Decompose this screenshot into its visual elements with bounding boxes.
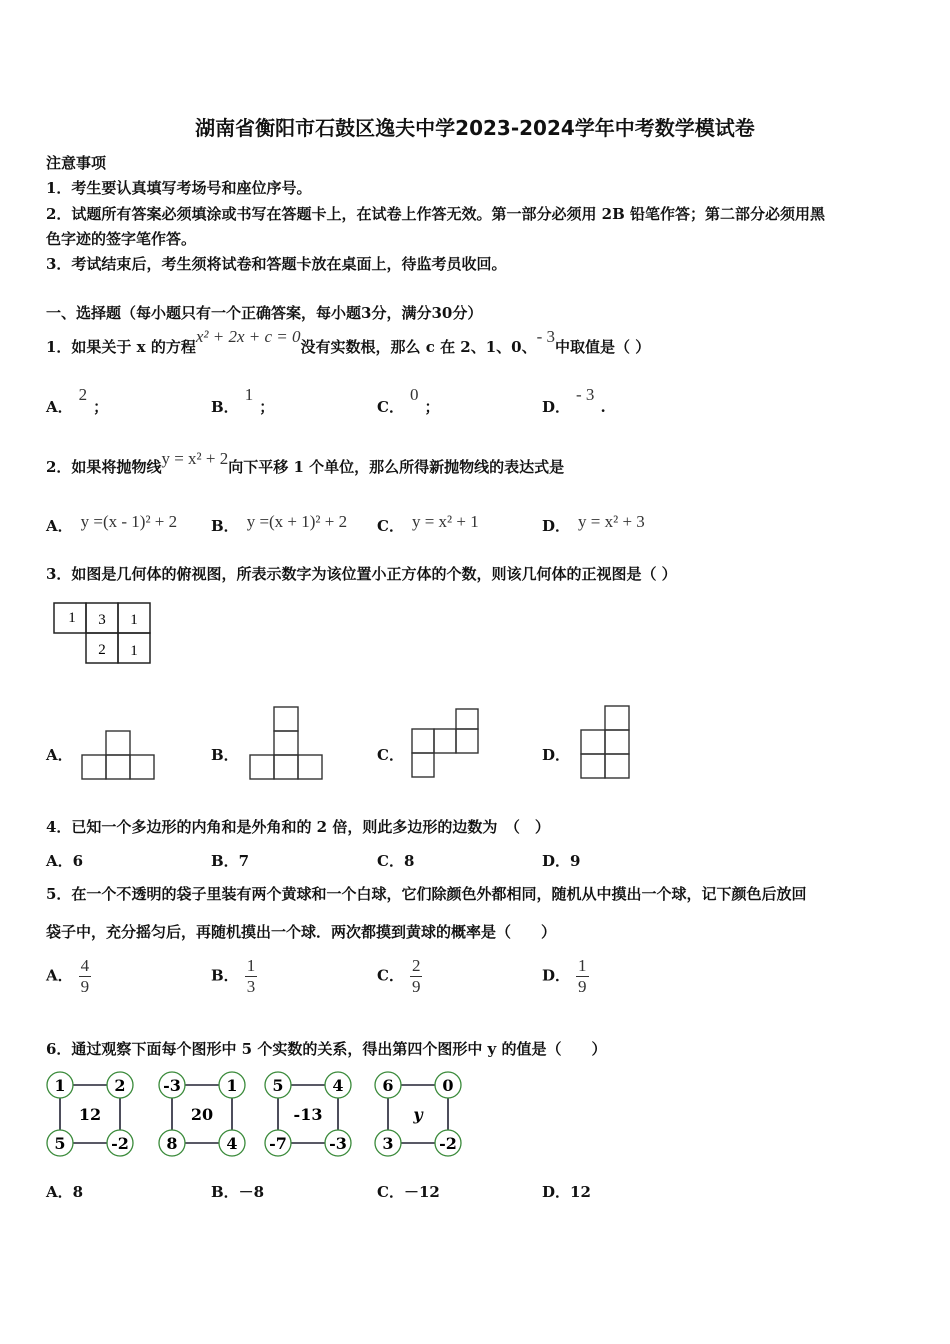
circle-value: 4	[226, 1134, 238, 1153]
circle-value: 1	[54, 1076, 66, 1095]
option-label: D．	[542, 966, 571, 985]
option-label: B．	[211, 966, 239, 985]
grid-value: 1	[130, 643, 138, 659]
circle-value: 4	[332, 1076, 344, 1095]
grid-value: 1	[130, 612, 138, 628]
q2-option	[542, 512, 645, 536]
option-value: 1	[244, 385, 254, 404]
fraction	[410, 956, 423, 997]
q5-option	[542, 956, 589, 997]
option-label: B．	[211, 398, 239, 416]
punct: ；	[424, 398, 440, 416]
circle-value: -3	[329, 1134, 347, 1153]
note-item: 3．考试结束后，考生须将试卷和答题卡放在桌面上，待监考员收回。	[46, 255, 507, 273]
option-a-label: A．	[46, 746, 73, 764]
equation: x² + 2x + c = 0	[195, 327, 301, 346]
option-label: C．	[377, 966, 404, 985]
option-a: A．8	[46, 1183, 84, 1201]
denominator: 9	[411, 977, 421, 996]
q-text: 向下平移 1 个单位，那么所得新抛物线的表达式是	[228, 458, 565, 476]
circle-value: 1	[226, 1076, 238, 1095]
denominator: 3	[246, 977, 256, 996]
circle-value: 2	[114, 1076, 126, 1095]
figure-3	[265, 1072, 351, 1156]
q2-option	[377, 512, 479, 536]
numerator: 1	[578, 956, 587, 975]
top-view-grid	[50, 600, 160, 670]
numerator: 1	[246, 956, 256, 975]
punct: ；	[259, 398, 275, 416]
equation: y = x² + 2	[161, 449, 229, 468]
question-5-line2: 袋子中，充分摇匀后，再随机摸出一个球．两次都摸到黄球的概率是（ ）	[46, 923, 557, 941]
notes-heading: 注意事项	[46, 154, 107, 172]
numerator: 4	[80, 956, 90, 975]
circle-value: 6	[382, 1076, 394, 1095]
q1-option	[46, 385, 109, 417]
option-label: B．	[211, 517, 239, 535]
option-b-figure	[250, 707, 322, 779]
option-label: D．	[542, 398, 571, 416]
option-value: 0	[409, 385, 419, 404]
option-d: D．9	[542, 852, 581, 870]
q1-option	[542, 385, 606, 417]
denominator: 9	[80, 977, 90, 996]
option-d: D．12	[542, 1183, 591, 1201]
figure-4	[375, 1072, 461, 1156]
question-1	[46, 327, 651, 357]
option-a: A．6	[46, 852, 84, 870]
option-value: y = x² + 1	[411, 512, 479, 531]
fraction	[245, 956, 258, 997]
page-title: 湖南省衡阳市石鼓区逸夫中学2023-2024学年中考数学模试卷	[195, 116, 755, 140]
option-c-label: C．	[377, 746, 404, 764]
fraction	[79, 956, 92, 997]
q-text: 1．如果关于 x 的方程	[46, 338, 196, 356]
question-4: 4．已知一个多边形的内角和是外角和的 2 倍，则此多边形的边数为 （ ）	[46, 818, 550, 836]
circle-value: -2	[439, 1134, 457, 1153]
figure-2	[159, 1072, 245, 1156]
q5-option	[377, 956, 422, 997]
option-label: C．	[377, 517, 404, 535]
center-value: 12	[78, 1105, 102, 1124]
option-value: 2	[78, 385, 88, 404]
fraction	[576, 956, 589, 997]
value: - 3	[536, 327, 556, 346]
question-3: 3．如图是几何体的俯视图，所表示数字为该位置小正方体的个数，则该几何体的正视图是（ ）	[46, 565, 677, 583]
note-item: 1．考生要认真填写考场号和座位序号。	[46, 179, 312, 197]
circle-value: 0	[442, 1076, 454, 1095]
center-value: y	[413, 1105, 423, 1124]
option-label: A．	[46, 966, 73, 985]
option-b: B．7	[211, 852, 250, 870]
circle-value: -2	[111, 1134, 129, 1153]
note-item: 2．试题所有答案必须填涂或书写在答题卡上，在试卷上作答无效。第一部分必须用 2B 铅笔作答；第二部分必须用黑	[46, 205, 826, 223]
front-view-options	[80, 700, 640, 785]
question-5-line1: 5．在一个不透明的袋子里装有两个黄球和一个白球，它们除颜色外都相同，随机从中摸出一个球，记下颜色后放回	[46, 885, 807, 903]
option-label: A．	[46, 517, 73, 535]
q5-option	[46, 956, 91, 997]
option-b-label: B．	[211, 746, 239, 764]
circle-value: 8	[166, 1134, 178, 1153]
option-a-figure	[82, 731, 154, 779]
circle-value: 3	[382, 1134, 394, 1153]
q2-option	[211, 512, 348, 536]
number-square-figures	[40, 1065, 480, 1165]
option-label: A．	[46, 398, 73, 416]
q2-option	[46, 512, 178, 536]
q-text: 没有实数根，那么 c 在 2、1、0、	[300, 338, 537, 356]
punct: ；	[93, 398, 109, 416]
option-value: y = x² + 3	[578, 512, 645, 531]
q1-option	[211, 385, 275, 417]
circle-value: -3	[163, 1076, 181, 1095]
figure-1	[47, 1072, 133, 1156]
q-text: 中取值是（ ）	[555, 338, 651, 356]
option-c: C．8	[377, 852, 415, 870]
option-d-label: D．	[542, 746, 571, 764]
option-c-figure	[412, 709, 478, 777]
option-label: D．	[542, 517, 571, 535]
question-2	[46, 449, 565, 477]
center-value: 20	[190, 1105, 214, 1124]
center-value: -13	[293, 1105, 323, 1124]
option-label: C．	[377, 398, 404, 416]
circle-value: 5	[54, 1134, 66, 1153]
q5-option	[211, 956, 257, 997]
denominator: 9	[578, 977, 587, 996]
option-value: - 3	[576, 385, 595, 404]
grid-value: 3	[98, 612, 106, 628]
option-b: B．－8	[211, 1183, 265, 1201]
circle-value: 5	[272, 1076, 284, 1095]
question-6: 6．通过观察下面每个图形中 5 个实数的关系，得出第四个图形中 y 的值是（ ）	[46, 1040, 607, 1058]
grid-value: 1	[68, 610, 76, 626]
q1-option	[377, 385, 440, 417]
grid-value: 2	[98, 642, 106, 658]
note-item: 色字迹的签字笔作答。	[46, 230, 197, 248]
circle-value: -7	[269, 1134, 287, 1153]
option-c: C．－12	[377, 1183, 440, 1201]
option-d-figure	[581, 706, 629, 778]
numerator: 2	[411, 956, 421, 975]
option-value: y =(x - 1)² + 2	[80, 512, 178, 531]
option-value: y =(x + 1)² + 2	[246, 512, 348, 531]
section-heading: 一、选择题（每小题只有一个正确答案，每小题3分，满分30分）	[46, 304, 483, 322]
punct: .	[600, 398, 606, 416]
q-text: 2．如果将抛物线	[46, 458, 162, 476]
